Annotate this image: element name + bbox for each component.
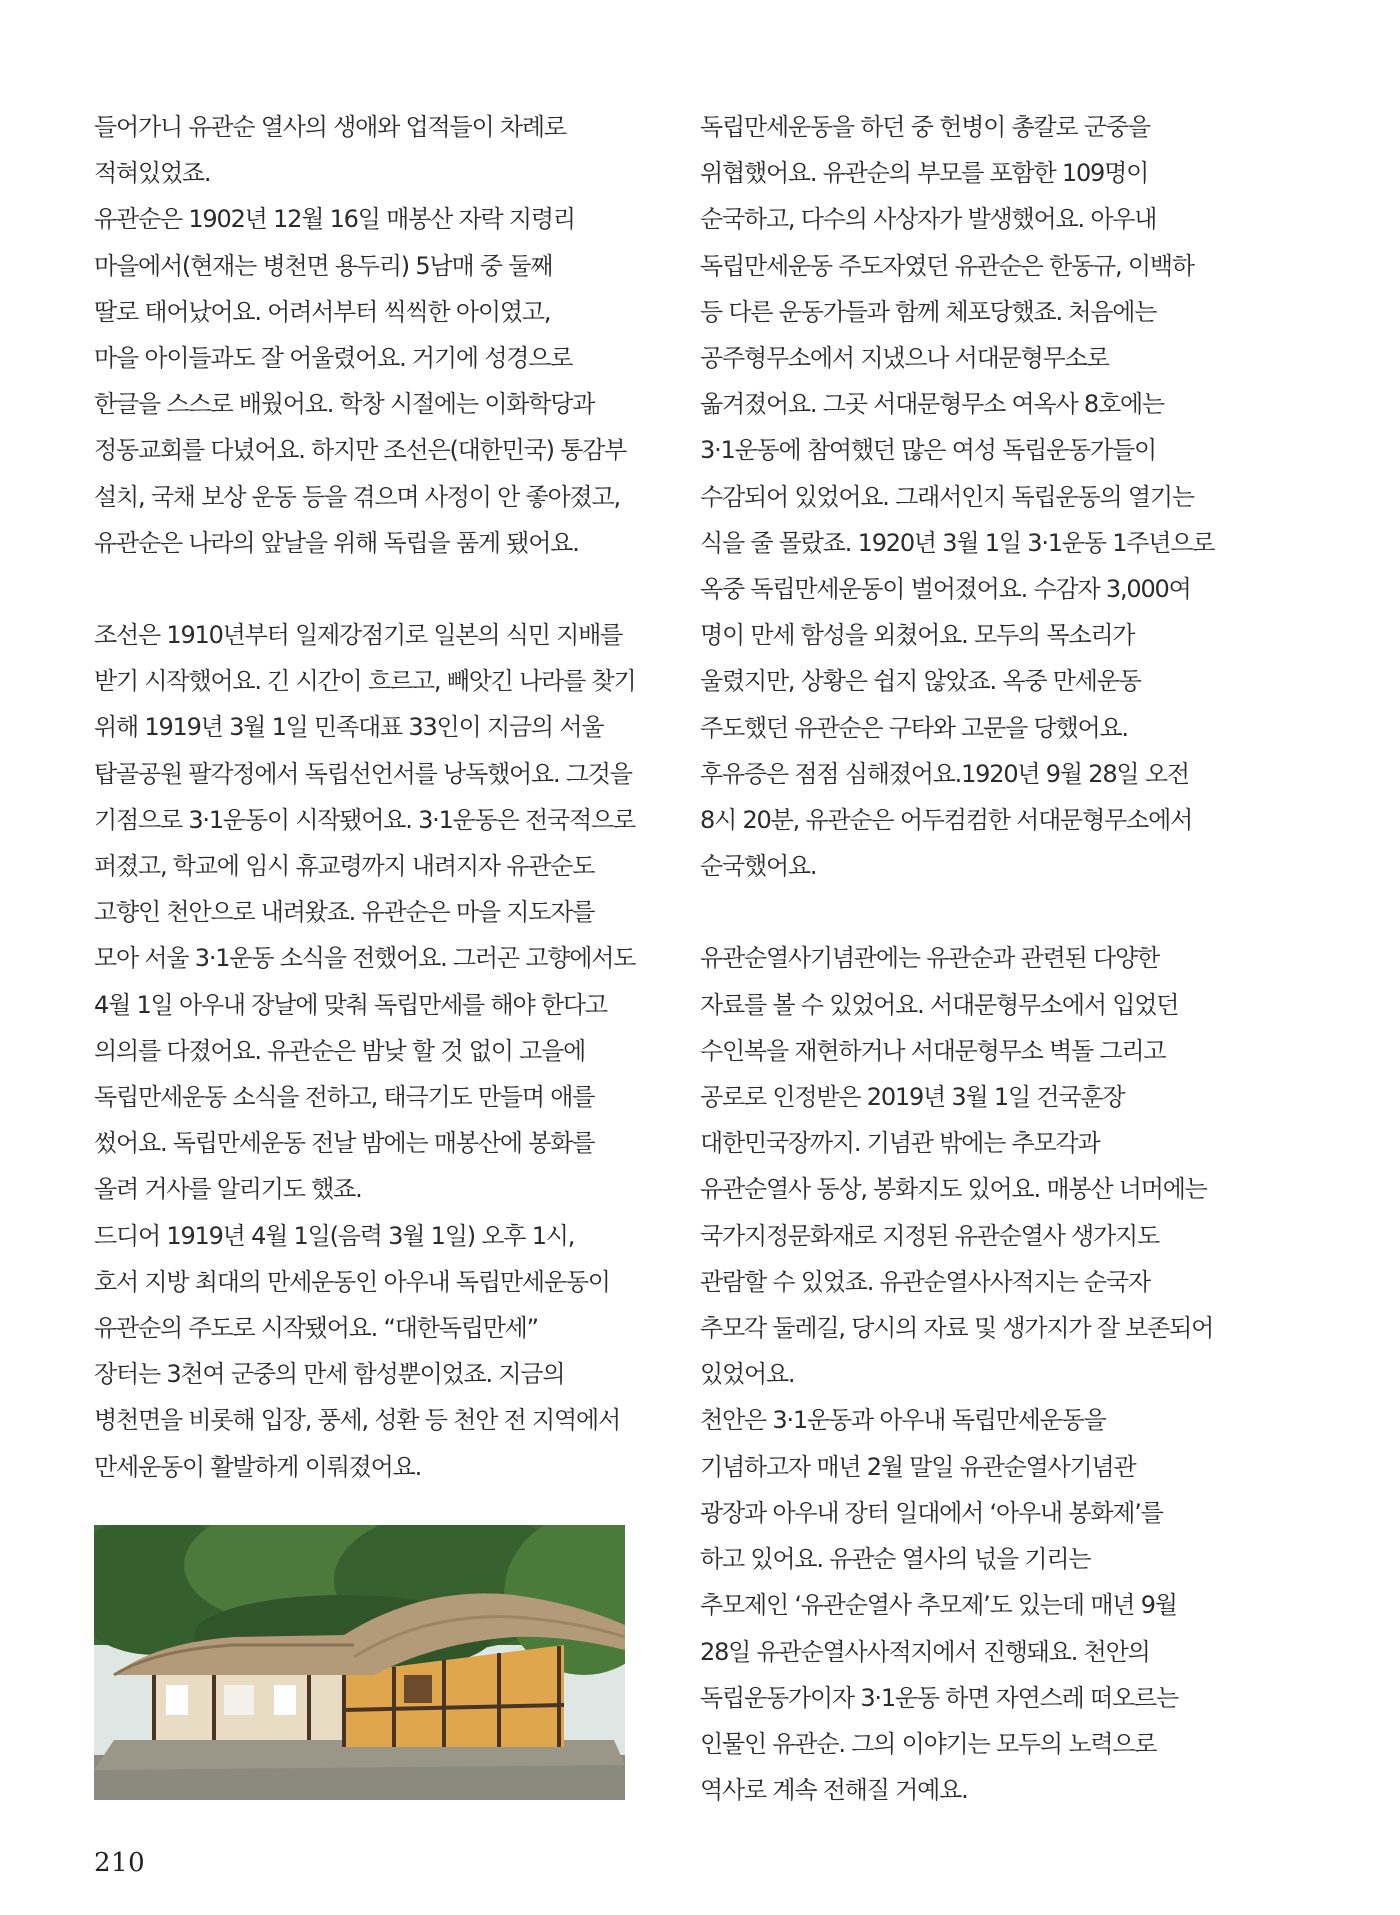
thatched-house-photo: [94, 1525, 625, 1800]
right-text-line: 순국했어요.: [700, 852, 817, 881]
left-text-line: 적혀있었죠.: [94, 159, 211, 188]
left-text-line: 병천면을 비롯해 입장, 풍세, 성환 등 천안 전 지역에서: [94, 1406, 620, 1435]
left-text-line: 마을에서(현재는 병천면 용두리) 5남매 중 둘째: [94, 251, 553, 280]
left-text-line: 장터는 3천여 군중의 만세 함성뿐이었죠. 지금의: [94, 1360, 565, 1389]
right-text-line: 28일 유관순열사사적지에서 진행돼요. 천안의: [700, 1637, 1150, 1666]
right-text-line: 후유증은 점점 심해졌어요.1920년 9월 28일 오전: [700, 759, 1189, 788]
right-text-line: 독립만세운동을 하던 중 헌병이 총칼로 군중을: [700, 113, 1150, 141]
left-text-line: 정동교회를 다녔어요. 하지만 조선은(대한민국) 통감부: [94, 436, 627, 465]
right-column: [700, 104, 1260, 1813]
left-text-line: 만세운동이 활발하게 이뤄졌어요.: [94, 1452, 422, 1481]
left-column: [94, 104, 654, 1490]
right-text-line: 국가지정문화재로 지정된 유관순열사 생가지도: [700, 1221, 1159, 1250]
paragraph-gap: [700, 889, 1260, 935]
right-text-line: 수인복을 재현하거나 서대문형무소 벽돌 그리고: [700, 1036, 1166, 1065]
right-text-line: 기념하고자 매년 2월 말일 유관순열사기념관: [700, 1452, 1136, 1481]
right-text-line: 천안은 3·1운동과 아우내 독립만세운동을: [700, 1406, 1106, 1435]
left-text-line: 들어가니 유관순 열사의 생애와 업적들이 차례로: [94, 113, 566, 141]
left-text-line: 4월 1일 아우내 장날에 맞춰 독립만세를 해야 한다고: [94, 990, 607, 1019]
right-text-line: 자료를 볼 수 있었어요. 서대문형무소에서 입었던: [700, 990, 1179, 1019]
right-text-line: 위협했어요. 유관순의 부모를 포함한 109명이: [700, 159, 1149, 188]
left-text-line: 모아 서울 3·1운동 소식을 전했어요. 그러곤 고향에서도: [94, 944, 636, 973]
right-text-line: 울렸지만, 상황은 쉽지 않았죠. 옥중 만세운동: [700, 667, 1141, 696]
right-text-line: 유관순열사기념관에는 유관순과 관련된 다양한: [700, 944, 1159, 973]
left-text-line: 유관순은 나라의 앞날을 위해 독립을 품게 됐어요.: [94, 528, 579, 557]
left-text-line: 설치, 국채 보상 운동 등을 겪으며 사정이 안 좋아졌고,: [94, 482, 620, 511]
left-text-line: 유관순은 1902년 12월 16일 매봉산 자락 지령리: [94, 205, 575, 234]
right-text-line: 공주형무소에서 지냈으나 서대문형무소로: [700, 344, 1109, 373]
left-text-line: 기점으로 3·1운동이 시작됐어요. 3·1운동은 전국적으로: [94, 805, 635, 834]
left-column-body: [94, 104, 654, 1490]
left-text-line: 받기 시작했어요. 긴 시간이 흐르고, 빼앗긴 나라를 찾기: [94, 667, 636, 696]
right-text-line: 역사로 계속 전해질 거예요.: [700, 1776, 968, 1805]
left-text-line: 조선은 1910년부터 일제강점기로 일본의 식민 지배를: [94, 621, 623, 650]
right-text-line: 8시 20분, 유관순은 어두컴컴한 서대문형무소에서: [700, 806, 1193, 835]
left-text-line: 독립만세운동 소식을 전하고, 태극기도 만들며 애를: [94, 1083, 595, 1112]
right-text-line: 수감되어 있었어요. 그래서인지 독립운동의 열기는: [700, 482, 1194, 511]
page-number: 210: [94, 1848, 146, 1878]
right-text-line: 있었어요.: [700, 1360, 795, 1389]
right-text-line: 식을 줄 몰랐죠. 1920년 3월 1일 3·1운동 1주년으로: [700, 528, 1215, 557]
right-text-line: 추모각 둘레길, 당시의 자료 및 생가지가 잘 보존되어: [700, 1314, 1214, 1343]
right-text-line: 공로로 인정받은 2019년 3월 1일 건국훈장: [700, 1083, 1125, 1112]
right-text-line: 인물인 유관순. 그의 이야기는 모두의 노력으로: [700, 1729, 1157, 1758]
right-text-line: 대한민국장까지. 기념관 밖에는 추모각과: [700, 1129, 1100, 1158]
left-text-line: 썼어요. 독립만세운동 전날 밤에는 매봉산에 봉화를: [94, 1129, 595, 1158]
right-text-line: 등 다른 운동가들과 함께 체포당했죠. 처음에는: [700, 297, 1157, 326]
left-text-line: 탑골공원 팔각정에서 독립선언서를 낭독했어요. 그것을: [94, 759, 632, 788]
right-text-line: 3·1운동에 참여했던 많은 여성 독립운동가들이: [700, 436, 1156, 465]
right-column-body: [700, 104, 1260, 1813]
paragraph-gap: [94, 566, 654, 612]
left-text-line: 호서 지방 최대의 만세운동인 아우내 독립만세운동이: [94, 1267, 610, 1296]
right-text-line: 순국하고, 다수의 사상자가 발생했어요. 아우내: [700, 205, 1157, 234]
left-text-line: 드디어 1919년 4월 1일(음력 3월 1일) 오후 1시,: [94, 1221, 575, 1250]
right-text-line: 옥중 독립만세운동이 벌어졌어요. 수감자 3,000여: [700, 575, 1191, 604]
left-text-line: 퍼졌고, 학교에 임시 휴교령까지 내려지자 유관순도: [94, 852, 595, 881]
right-text-line: 추모제인 ‘유관순열사 추모제’도 있는데 매년 9월: [700, 1591, 1177, 1620]
left-text-line: 위해 1919년 3월 1일 민족대표 33인이 지금의 서울: [94, 713, 604, 742]
left-text-line: 유관순의 주도로 시작됐어요. “대한독립만세”: [94, 1314, 538, 1343]
right-text-line: 명이 만세 함성을 외쳤어요. 모두의 목소리가: [700, 621, 1135, 650]
right-text-line: 주도했던 유관순은 구타와 고문을 당했어요.: [700, 713, 1128, 742]
right-text-line: 독립운동가이자 3·1운동 하면 자연스레 떠오르는: [700, 1683, 1178, 1712]
right-text-line: 하고 있어요. 유관순 열사의 넋을 기리는: [700, 1545, 1091, 1574]
left-text-line: 딸로 태어났어요. 어려서부터 씩씩한 아이였고,: [94, 297, 551, 326]
right-text-line: 유관순열사 동상, 봉화지도 있어요. 매봉산 너머에는: [700, 1175, 1207, 1204]
house-photo-illustration: [94, 1525, 625, 1800]
right-text-line: 광장과 아우내 장터 일대에서 ‘아우내 봉화제’를: [700, 1498, 1163, 1527]
left-text-line: 올려 거사를 알리기도 했죠.: [94, 1175, 362, 1204]
left-text-line: 의의를 다졌어요. 유관순은 밤낮 할 것 없이 고을에: [94, 1036, 586, 1065]
left-text-line: 한글을 스스로 배웠어요. 학창 시절에는 이화학당과: [94, 390, 595, 419]
right-text-line: 옮겨졌어요. 그곳 서대문형무소 여옥사 8호에는: [700, 390, 1164, 419]
left-text-line: 고향인 천안으로 내려왔죠. 유관순은 마을 지도자를: [94, 898, 595, 927]
left-text-line: 마을 아이들과도 잘 어울렸어요. 거기에 성경으로: [94, 344, 573, 373]
right-text-line: 독립만세운동 주도자였던 유관순은 한동규, 이백하: [700, 251, 1194, 280]
right-text-line: 관람할 수 있었죠. 유관순열사사적지는 순국자: [700, 1267, 1150, 1296]
